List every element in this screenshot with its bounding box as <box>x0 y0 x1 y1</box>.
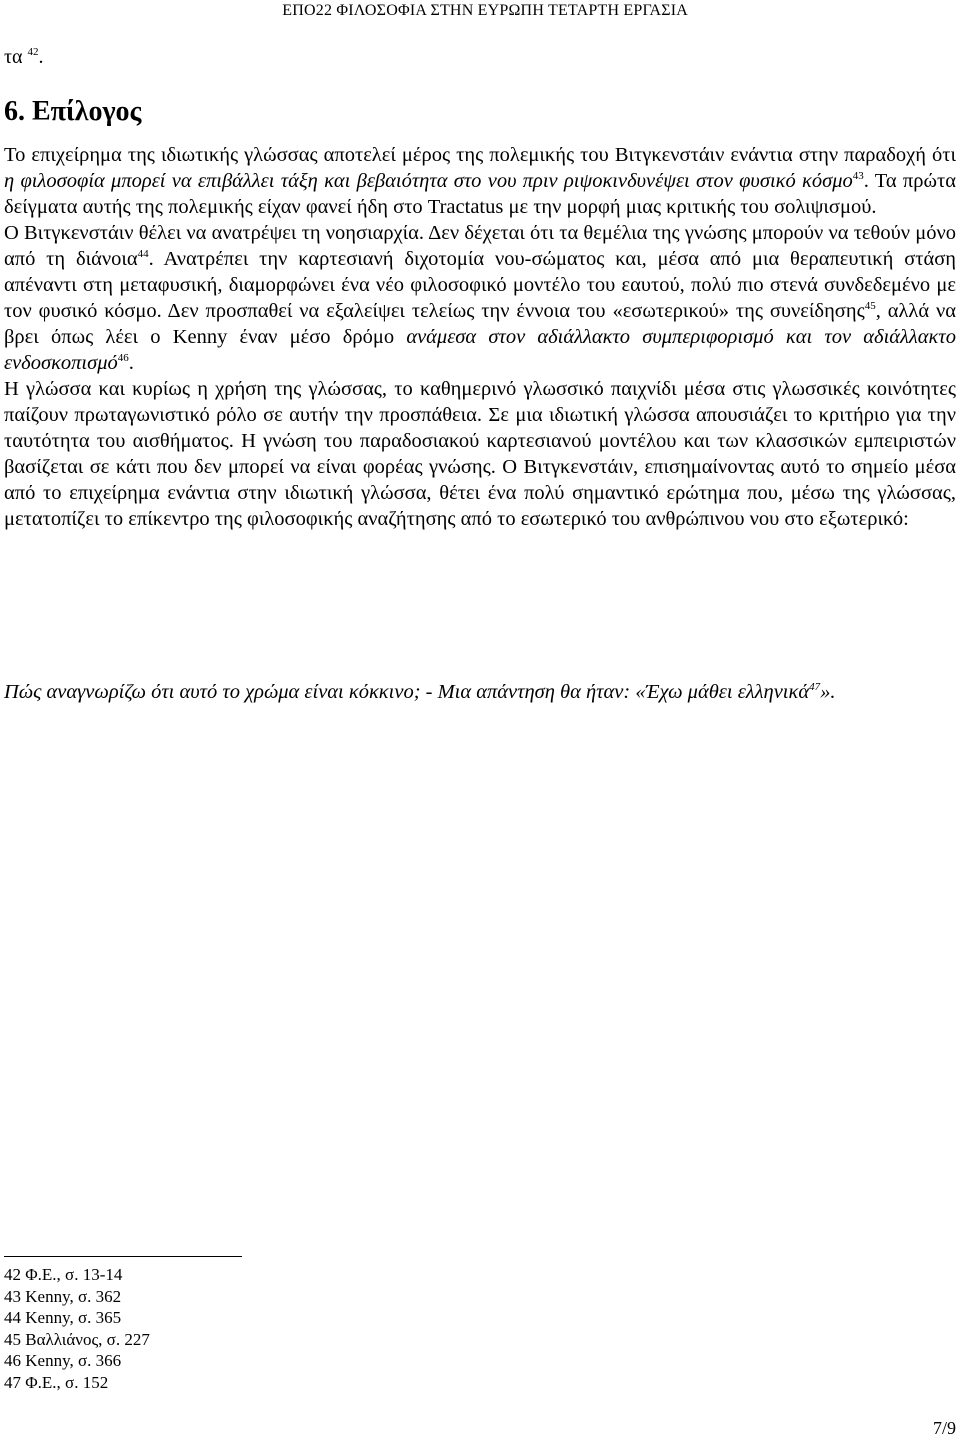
paragraph-1-italic: η φιλοσοφία μπορεί να επιβάλλει τάξη και βεβαιότητα στο νου πριν ριψοκινδυνέψει στον φυσικό κόσμο <box>4 170 853 192</box>
footnote-ref-44[interactable]: 44 <box>137 248 149 260</box>
closing-quote <box>4 676 956 708</box>
footnote-42: 42 Φ.Ε., σ. 13-14 <box>4 1265 123 1284</box>
paragraph-2-text-d: . <box>128 352 134 374</box>
previous-section-tail <box>4 46 44 69</box>
paragraph-3: Η γλώσσα και κυρίως η χρήση της γλώσσας, το καθημερινό γλωσσικό παιχνίδι μέσα στις γλωσσικές κοινότητες παίζουν πρωταγωνιστικό ρόλο σε αυτήν την προσπάθεια. Σε μια ιδιωτική γλώσσα απουσιάζει το κριτήριο για την ταυτότητα του αισθήματος. Η γνώση του παραδοσιακού καρτεσιανού μοντέλου και των κλασσικών εμπειριστών βασίζεται σε κάτι που δεν μπορεί να είναι φορέας γνώσης. Ο Βιτγκενστάιν, επισημαίνοντας αυτό το σημείο μέσα από το επιχείρημα ενάντια στην ιδιωτική γλώσσα, θέτει ένα πολύ σημαντικό ερώτημα που, μέσω της γλώσσας, μετατοπίζει το επίκεντρο της φιλοσοφικής αναζήτησης από το εσωτερικό του ανθρώπινου νου στο εξωτερικό: <box>4 378 956 530</box>
paragraph-2-text-a: Ο Βιτγκενστάιν θέλει να ανατρέψει τη νοησιαρχία. Δεν δέχεται ότι τα θεμέλια της γνώσης μπορούν να τεθούν μόνο από τη διάνοια <box>4 222 956 270</box>
footnote-separator <box>4 1256 242 1257</box>
quote-end: ». <box>820 681 836 703</box>
paragraph-2-text-c: , αλλά να βρει όπως λέει ο Kenny έναν μέσο δρόμο <box>4 300 956 348</box>
paragraph-1-text-b: . Τα πρώτα δείγματα αυτής της πολεμικής είχαν φανεί ήδη στο Tractatus με την μορφή μιας κριτικής του σολιψισμού. <box>4 170 956 218</box>
section-heading: 6. Επίλογος <box>4 96 142 127</box>
quote-text: Πώς αναγνωρίζω ότι αυτό το χρώμα είναι κόκκινο; - Μια απάντηση θα ήταν: «Έχω μάθει ελληνικά <box>4 681 810 703</box>
footnote-ref-46[interactable]: 46 <box>117 352 129 364</box>
footnote-ref-45[interactable]: 45 <box>864 300 876 312</box>
tail-period: . <box>38 46 44 68</box>
footnote-46: 46 Kenny, σ. 366 <box>4 1351 122 1371</box>
footnote-43: 43 Kenny, σ. 362 <box>4 1286 122 1306</box>
footnote-44: 44 Kenny, σ. 365 <box>4 1308 122 1328</box>
section-body <box>4 142 956 532</box>
footnote-47: 47 Φ.Ε., σ. 152 <box>4 1372 109 1392</box>
paragraph-1-text-a: Το επιχείρημα της ιδιωτικής γλώσσας αποτελεί μέρος της πολεμικής του Βιτγκενστάιν ενάντια στην παραδοχή ότι <box>4 144 956 166</box>
running-header: ΕΠΟ22 ΦΙΛΟΣΟΦΙΑ ΣΤΗΝ ΕΥΡΩΠΗ ΤΕΤΑΡΤΗ ΕΡΓΑΣΙΑ <box>282 2 688 19</box>
paragraph-2 <box>4 220 956 376</box>
footnotes-list <box>4 1264 150 1394</box>
paragraph-2-text-b: . Ανατρέπει την καρτεσιανή διχοτομία νου-σώματος και, μέσα από μια θεραπευτική στάση απέναντι στη μεταφυσική, διαμορφώνει ένα νέο φιλοσοφικό μοντέλο του εαυτού, πολύ πιο στενά συνδεδεμένο με τον φυσικό κόσμο. Δεν προσπαθεί να εξαλείψει τελείως την έννοια του «εσωτερικού» της συνείδησης <box>4 248 956 322</box>
tail-text: τα <box>4 46 23 68</box>
footnote-ref-42[interactable]: 42 <box>27 46 39 58</box>
footnote-ref-47[interactable]: 47 <box>809 681 821 693</box>
paragraph-2-italic: ανάμεσα στον αδιάλλακτο συμπεριφορισμό και τον αδιάλλακτο ενδοσκοπισμό <box>4 326 956 374</box>
page-number: 7/9 <box>932 1418 956 1438</box>
footnote-ref-43[interactable]: 43 <box>852 170 864 182</box>
footnote-45: 45 Βαλλιάνος, σ. 227 <box>4 1329 150 1349</box>
paragraph-1 <box>4 142 956 220</box>
